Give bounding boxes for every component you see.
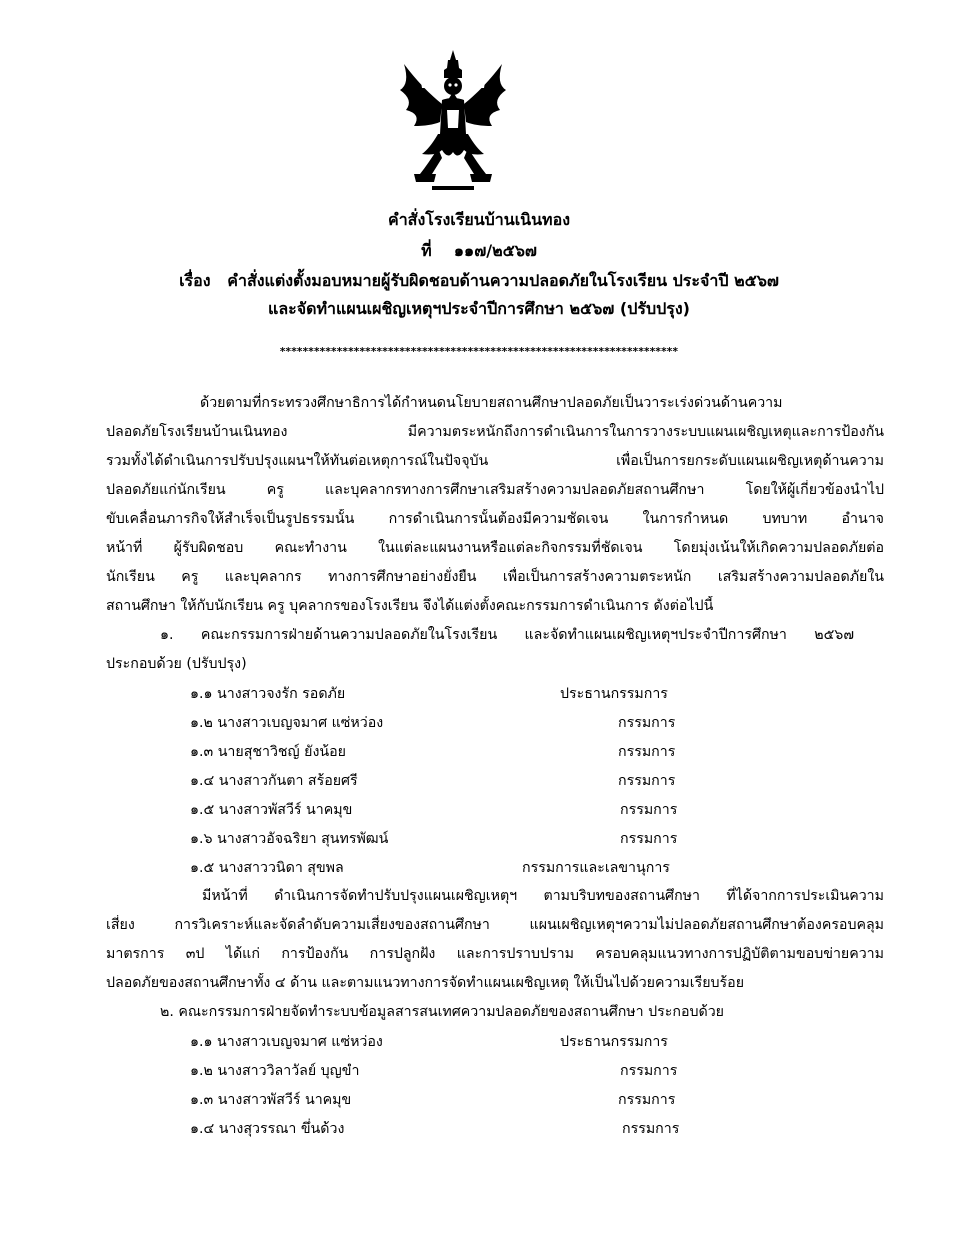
order-subject-label: เรื่อง (179, 271, 211, 290)
member-name: ๑.๕ นางสาวพัสวีร์ นาคมุข (190, 802, 353, 818)
intro-line: ขับเคลื่อนภารกิจให้สำเร็จเป็นรูปธรรมนั้น การดำเนินการนั้นต้องมีความชัดเจน ในการกำหนด บทบาท อำนาจ (106, 511, 884, 527)
order-number-value: ๑๑๗/๒๕๖๗ (453, 241, 537, 260)
section1-heading-cont: ประกอบด้วย (ปรับปรุง) (106, 656, 247, 672)
member-role: กรรมการ (620, 802, 678, 818)
member-role: กรรมการและเลขานุการ (522, 860, 670, 876)
member-role: ประธานกรรมการ (560, 686, 668, 702)
intro-line: หน้าที่ ผู้รับผิดชอบ คณะทำงาน ในแต่ละแผนงานหรือแต่ละกิจกรรมที่ชัดเจน โดยมุ่งเน้นให้เกิดความปลอดภัยต่อ (106, 540, 884, 556)
member-name: ๑.๔ นางสุวรรณา ขึ่นด้วง (190, 1121, 345, 1137)
member-name: ๑.๑ นางสาวเบญจมาศ แซ่หว่อง (190, 1034, 383, 1050)
duty-line: มีหน้าที่ ดำเนินการจัดทำปรับปรุงแผนเผชิญเหตุฯ ตามบริบทของสถานศึกษา ที่ได้จากการประเมินความ (202, 888, 884, 904)
member-role: กรรมการ (618, 744, 676, 760)
member-role: กรรมการ (620, 831, 678, 847)
order-number-label: ที่ (421, 241, 432, 260)
intro-line: ปลอดภัยโรงเรียนบ้านเนินทอง มีความตระหนักถึงการดำเนินการในการวางระบบแผนเผชิญเหตุและการป้องกัน (106, 424, 884, 440)
member-role: ประธานกรรมการ (560, 1034, 668, 1050)
member-role: กรรมการ (618, 773, 676, 789)
member-name: ๑.๓ นายสุชาวิชญ์ ยังน้อย (190, 744, 346, 760)
member-name: ๑.๖ นางสาวอัจฉริยา สุนทรพัฒน์ (190, 831, 389, 847)
intro-line: ปลอดภัยแก่นักเรียน ครู และบุคลากรทางการศึกษาเสริมสร้างความปลอดภัยสถานศึกษา โดยให้ผู้เกี่ยวข้องนำไป (106, 482, 884, 498)
order-number (0, 240, 958, 262)
member-role: กรรมการ (620, 1063, 678, 1079)
member-role: กรรมการ (622, 1121, 680, 1137)
member-name: ๑.๒ นางสาววิลาวัลย์ บุญขำ (190, 1063, 360, 1079)
duty-line: ปลอดภัยของสถานศึกษาทั้ง ๔ ด้าน และตามแนวทางการจัดทำแผนเผชิญเหตุ ให้เป็นไปด้วยความเรียบร้อย (106, 975, 745, 991)
separator-line: ********************************************************************** (279, 346, 679, 358)
intro-line: รวมทั้งได้ดำเนินการปรับปรุงแผนฯให้ทันต่อเหตุการณ์ในปัจจุบัน เพื่อเป็นการยกระดับแผนเผชิญเหตุด้านความ (106, 453, 884, 469)
order-subject-text: คำสั่งแต่งตั้งมอบหมายผู้รับผิดชอบด้านความปลอดภัยในโรงเรียน ประจำปี ๒๕๖๗ (227, 271, 779, 290)
intro-line: นักเรียน ครู และบุคลากร ทางการศึกษาอย่างยั่งยืน เพื่อเป็นการสร้างความตระหนัก เสริมสร้างความปลอดภัยใน (106, 569, 884, 585)
order-title: คำสั่งโรงเรียนบ้านเนินทอง (387, 210, 571, 229)
duty-line: มาตรการ ๓ป ได้แก่ การป้องกัน การปลูกฝัง และการปราบปราม ครอบคลุมแนวทางการปฏิบัติตามขอบข่ายความ (106, 946, 884, 962)
section1-heading: ๑. คณะกรรมการฝ่ายด้านความปลอดภัยในโรงเรียน และจัดทำแผนเผชิญเหตุฯประจำปีการศึกษา ๒๕๖๗ (160, 627, 854, 643)
member-role: กรรมการ (618, 1092, 676, 1108)
order-subject-line2: และจัดทำแผนเผชิญเหตุฯประจำปีการศึกษา ๒๕๖๗ (ปรับปรุง) (268, 299, 690, 318)
member-role: กรรมการ (618, 715, 676, 731)
intro-line: ด้วยตามที่กระทรวงศึกษาธิการได้กำหนดนโยบายสถานศึกษาปลอดภัยเป็นวาระเร่งด่วนด้านความ (200, 395, 783, 411)
member-name: ๑.๔ นางสาวกันตา สร้อยศรี (190, 773, 358, 789)
intro-line: สถานศึกษา ให้กับนักเรียน ครู บุคลากรของโรงเรียน จึงได้แต่งตั้งคณะกรรมการดำเนินการ ดังต่อไปนี้ (106, 598, 714, 614)
duty-line: เสี่ยง การวิเคราะห์และจัดลำดับความเสี่ยงของสถานศึกษา แผนเผชิญเหตุฯความไม่ปลอดภัยสถานศึกษาต้องครอบคลุม (106, 917, 884, 933)
section2-heading: ๒. คณะกรรมการฝ่ายจัดทำระบบข้อมูลสารสนเทศความปลอดภัยของสถานศึกษา ประกอบด้วย (160, 1004, 724, 1020)
order-subject-line1 (0, 270, 958, 292)
member-name: ๑.๑ นางสาวจงรัก รอดภัย (190, 686, 346, 702)
member-name: ๑.๒ นางสาวเบญจมาศ แซ่หว่อง (190, 715, 384, 731)
garuda-emblem-icon (392, 48, 514, 194)
member-name: ๑.๓ นางสาวพัสวีร์ นาคมุข (190, 1092, 352, 1108)
member-name: ๑.๕ นางสาววนิดา สุขพล (190, 860, 344, 876)
